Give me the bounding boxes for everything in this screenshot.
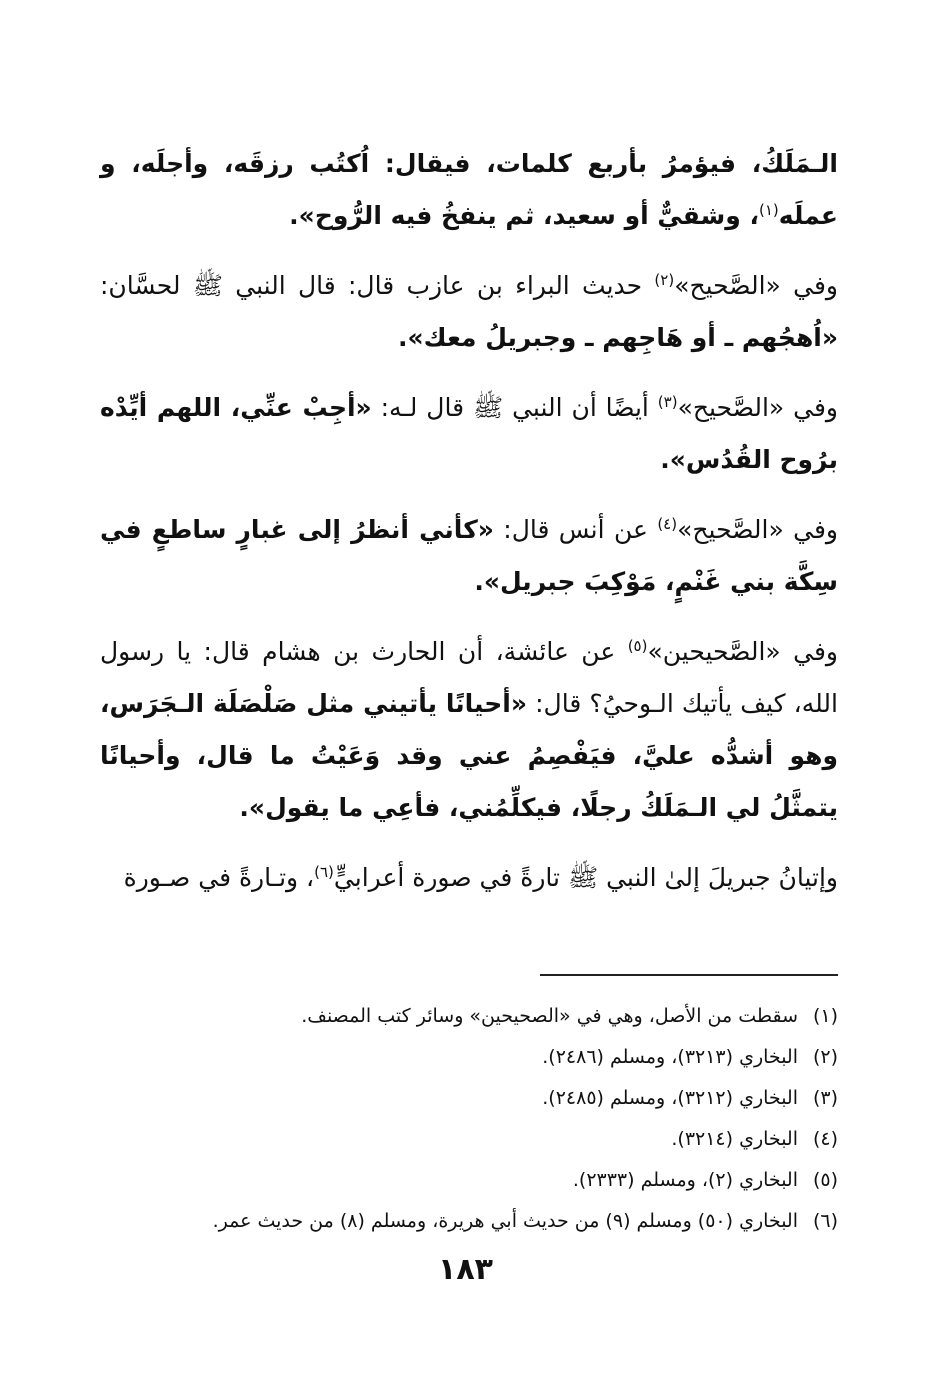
quote-text: «أجِبْ عنِّي، اللهم أيِّدْه برُوح القُدُس». bbox=[100, 393, 838, 474]
narration-text: وفي «الصَّحيح» bbox=[674, 271, 838, 300]
footnote-separator bbox=[540, 974, 838, 976]
footnote bbox=[100, 1037, 838, 1078]
paragraph bbox=[100, 382, 838, 486]
footnote-ref[interactable]: (٢) bbox=[654, 271, 675, 289]
quote-text: «كأني أنظرُ إلى غبارٍ ساطعٍ في سِكَّة بني غَنْمٍ، مَوْكِبَ جبريل». bbox=[100, 515, 838, 596]
footnote-text: البخاري (٢)، ومسلم (٢٣٣٣). bbox=[572, 1169, 798, 1191]
footnote-text: البخاري (٣٢١٤). bbox=[671, 1128, 798, 1150]
footnote bbox=[100, 1201, 838, 1242]
footnote bbox=[100, 1078, 838, 1119]
narration-text: وإتيانُ جبريلَ إلىٰ النبي ﷺ تارةً في صورة أعرابيٍّ bbox=[333, 863, 838, 892]
footnote-number: (٢) bbox=[812, 1046, 838, 1068]
footnote-ref[interactable]: (٤) bbox=[657, 515, 678, 533]
footnote-number: (١) bbox=[812, 1005, 838, 1027]
footnote bbox=[100, 1119, 838, 1160]
footnote-text: البخاري (٥٠) ومسلم (٩) من حديث أبي هريرة، ومسلم (٨) من حديث عمر. bbox=[212, 1210, 798, 1232]
paragraph bbox=[100, 626, 838, 834]
paragraph bbox=[100, 852, 838, 904]
footnote-text: البخاري (٣٢١٢)، ومسلم (٢٤٨٥). bbox=[542, 1087, 798, 1109]
footnote-text: البخاري (٣٢١٣)، ومسلم (٢٤٨٦). bbox=[542, 1046, 798, 1068]
footnote-number: (٦) bbox=[812, 1210, 838, 1232]
footnote-number: (٥) bbox=[812, 1169, 838, 1191]
paragraph bbox=[100, 504, 838, 608]
footnote-ref[interactable]: (٣) bbox=[657, 393, 678, 411]
quote-text: «أحيانًا يأتيني مثل صَلْصَلَة الـجَرَس، وهو أشدُّه عليَّ، فيَفْصِمُ عني وقد وَعَيْتُ ما قال، وأحيانًا يتمثَّلُ لي الـمَلَكُ رجلًا، فيكلِّمُني، فأعِي ما يقول». bbox=[100, 689, 838, 822]
footnote-number: (٤) bbox=[812, 1128, 838, 1150]
narration-text: عن عائشة، أن الحارث بن هشام قال: يا رسول الله، كيف يأتيك الـوحيُ؟ قال: bbox=[100, 637, 838, 718]
narration-text: عن أنس قال: bbox=[493, 515, 658, 544]
narration-text: وفي «الصَّحيح» bbox=[677, 393, 839, 422]
narration-text: ، وتـارةً في صـورة bbox=[123, 863, 315, 892]
footnote bbox=[100, 996, 838, 1037]
page-number: ١٨٣ bbox=[438, 1252, 493, 1287]
footnote-ref[interactable]: (٥) bbox=[627, 637, 648, 655]
quote-text: الـمَلَكُ، فيؤمرُ بأربع كلمات، فيقال: اُكتُب رزقَه، وأجلَه، و عملَه bbox=[100, 149, 838, 230]
footnote-ref[interactable]: (٦) bbox=[314, 863, 334, 881]
footnote-number: (٣) bbox=[812, 1087, 838, 1109]
footnote-text: سقطت من الأصل، وهي في «الصحيحين» وسائر كتب المصنف. bbox=[301, 1005, 798, 1027]
footnote bbox=[100, 1160, 838, 1201]
narration-text: وفي «الصَّحيح» bbox=[677, 515, 838, 544]
footnote-ref[interactable]: (١) bbox=[759, 201, 779, 219]
paragraph bbox=[100, 138, 838, 242]
narration-text: حديث البراء بن عازب قال: قال النبي ﷺ لحسَّان: bbox=[100, 271, 655, 300]
footnotes bbox=[100, 996, 838, 1242]
quote-text: ، وشقيٌّ أو سعيد، ثم ينفخُ فيه الرُّوح». bbox=[289, 201, 759, 230]
narration-text: وفي «الصَّحيحين» bbox=[647, 637, 838, 666]
main-text bbox=[100, 138, 838, 922]
quote-text: «اُهجُهم ـ أو هَاجِهم ـ وجبريلُ معك». bbox=[398, 323, 838, 352]
narration-text: أيضًا أن النبي ﷺ قال لـه: bbox=[371, 393, 658, 422]
paragraph bbox=[100, 260, 838, 364]
